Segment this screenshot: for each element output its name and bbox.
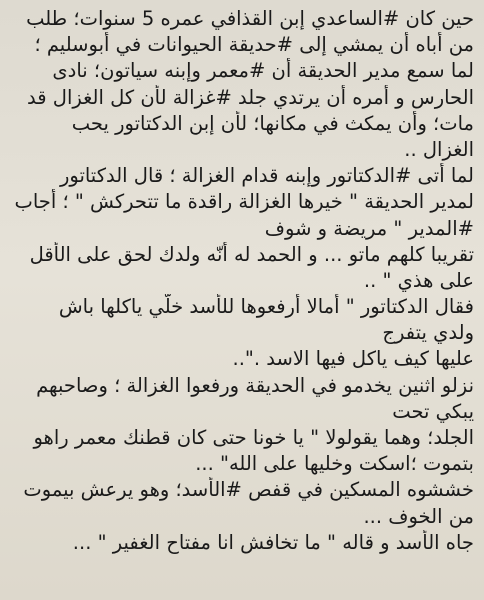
text-line: جاه الأسد و قاله " ما تخافش انا مفتاح الغفير " ... [72,530,474,554]
text-line: الحارس و أمره أن يرتدي جلد #غزالة لأن كل الغزال قد [27,85,474,109]
text-line: الجلد؛ وهما يقولولا " يا خونا حتى كان قطنك معمر راهو [33,426,474,449]
text-line: الغزال .. [404,137,474,161]
story-text [8,6,474,556]
text-line: عليها كيف ياكل فيها الاسد .".. [232,347,474,371]
text-line: على هذي " .. [363,268,474,292]
text-line: لما سمع مدير الحديقة أن #معمر وإبنه سياتون؛ نادى [52,59,474,83]
text-line: لما أتى #الدكتاتور وإبنه قدام الغزالة ؛ قال الدكتاتور [59,164,474,188]
text-line: ولدي يتفرج [382,321,474,345]
text-line: يبكي تحت [392,399,474,423]
text-line: لمدير الحديقة " خيرها الغزالة راقدة ما تتحركش " ؛ أجاب [14,190,474,214]
text-line: خششوه المسكين في قفص #الأسد؛ وهو يرعش بيموت [23,478,474,502]
text-line: #المدير " مريضة و شوف [264,216,474,240]
text-line: فقال الدكتاتور " أمالا أرفعوها للأسد خلّي ياكلها باش [58,295,474,319]
text-line: نزلو اثنين يخدمو في الحديقة ورفعوا الغزالة ؛ وصاحبهم [36,373,474,397]
text-line: تقريبا كلهم ماتو ... و الحمد له أنّه ولدك لحق على الأقل [29,242,474,266]
text-line: حين كان #الساعدي إبن القذافي عمره 5 سنوات؛ طلب [26,7,474,30]
text-line: مات؛ وأن يمكث في مكانها؛ لأن إبن الدكتاتور يحب [71,111,474,135]
text-line: بتموت ؛اسكت وخليها على الله" ... [195,452,474,476]
text-line: من أباه أن يمشي إلى #حديقة الحيوانات في أبوسليم ؛ [34,33,474,57]
text-line: من الخوف ... [363,504,474,528]
